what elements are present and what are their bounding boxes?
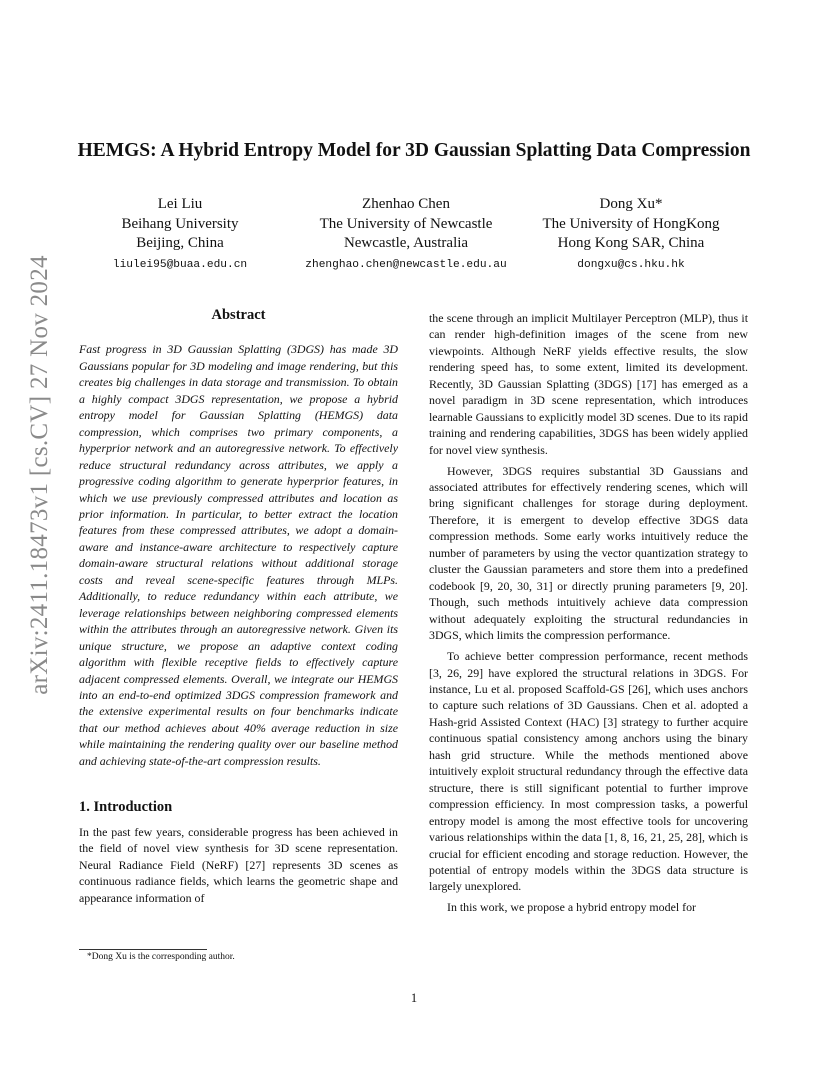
arxiv-id: arXiv:2411.18473v1 [cs.CV] 27 Nov 2024 xyxy=(26,255,53,695)
body-paragraph: To achieve better compression performance, recent methods [3, 26, 29] have explored the structural relations in 3DGS. For instance, Lu et al. proposed Scaffold-GS [26], which uses anchors to capture such relations of 3D Gaussians. Chen et al. adopted a Hash-grid Assisted Context (HAC) [3] strategy to further acquire continuous spatial consistency among anchors using the binary hash grid structure. While the methods mentioned above intuitively exploit structural redundancy through the effective data structure, there is still significant potential to further improve compression efficiency. In most compression tasks, a powerful entropy model is among the most effective tools for uncovering various relationships within the data [1, 8, 16, 21, 25, 28], which is crucial for efficient encoding and storage reduction. However, the potential of entropy models within the 3DGS data structure is largely unexplored. xyxy=(429,649,748,894)
body-paragraph: In this work, we propose a hybrid entropy model for xyxy=(447,900,696,915)
author-location: Hong Kong SAR, China xyxy=(557,235,705,251)
author-affiliation: The University of HongKong xyxy=(542,215,720,232)
page-number: 1 xyxy=(410,991,418,1005)
author-name: Dong Xu* xyxy=(599,196,663,212)
author-email: liulei95@buaa.edu.cn xyxy=(112,258,248,271)
author-name: Lei Liu xyxy=(157,196,203,212)
author-3 xyxy=(511,195,751,271)
introduction-heading: 1. Introduction xyxy=(79,799,173,816)
footnote: *Dong Xu is the corresponding author. xyxy=(87,952,235,962)
abstract-text: Fast progress in 3D Gaussian Splatting (3DGS) has made 3D Gaussians popular for 3D modeling and image rendering, but this creates big challenges in data storage and transmission. To obtain a highly compact 3DGS representation, we propose a hybrid entropy model for Gaussian Splatting (HEMGS) data compression, which comprises two primary components, a hyperprior network and an autoregressive network. To effectively reduce structural redundancy across attributes, we apply a progressive coding algorithm to generate hyperprior features, in which we use previously compressed attributes and location as prior information. In particular, to better extract the location features from these compressed attributes, we adopt a domain-aware and instance-aware architecture to respectively capture domain-aware structural relations without additional storage costs and reveal scene-specific features through MLPs. Additionally, to reduce redundancy within each attribute, we leverage relationships between neighboring compressed elements within the attributes through an autoregressive network. Given its unique structure, we propose an adaptive context coding algorithm with flexible receptive fields to effectively capture adjacent compressed elements. Overall, we integrate our HEMGS into an end-to-end optimized 3DGS compression framework and the extensive experimental results on four benchmarks indicate that our method achieves about 40% average reduction in size while maintaining the rendering quality over our baseline method and achieving state-of-the-art compression results. xyxy=(79,342,398,768)
author-name: Zhenhao Chen xyxy=(362,196,450,212)
author-email: dongxu@cs.hku.hk xyxy=(577,258,685,271)
body-paragraph: However, 3DGS requires substantial 3D Gaussians and associated attributes for effectively rendering scenes, which will bring significant challenges for storage during deployment. Therefore, it is emergent to develop effective 3DGS data compression methods. Some early works intuitively reduce the number of parameters by using the vector quantization strategy to cluster the Gaussian parameters and store them into a predefined codebook [9, 20, 30, 31] or directly pruning parameters [9, 20]. Though, such methods intuitively achieve data compression without adequately exploiting the structural redundancies in 3DGS, which limits the compression performance. xyxy=(429,463,748,643)
author-location: Beijing, China xyxy=(136,235,224,251)
author-location: Newcastle, Australia xyxy=(343,235,469,251)
author-affiliation: The University of Newcastle xyxy=(319,215,493,232)
intro-paragraph: In the past few years, considerable progress has been achieved in the field of novel view synthesis for 3D scene representation. Neural Radiance Field (NeRF) [27] represents 3D scenes as continuous radiance fields, which learns the geometric shape and appearance information of xyxy=(79,824,398,905)
author-2 xyxy=(272,195,540,271)
body-paragraph: the scene through an implicit Multilayer Perceptron (MLP), thus it can render high-definition images of the scene from new viewpoints. Although NeRF yields effective results, the slow rendering speed has, to some extent, limited its development. Recently, 3D Gaussian Splatting (3DGS) [17] has emerged as a novel paradigm in 3D scene representation, which introduces learnable Gaussians to explicitly model 3D scenes. Due to its rapid training and rendering capabilities, 3DGS has been widely applied for novel view synthesis. xyxy=(429,311,748,457)
left-column xyxy=(79,307,398,906)
footnote-rule xyxy=(79,949,207,950)
author-email: zhenghao.chen@newcastle.edu.au xyxy=(305,258,507,271)
paper-title: HEMGS: A Hybrid Entropy Model for 3D Gaussian Splatting Data Compression xyxy=(77,140,751,161)
abstract-heading: Abstract xyxy=(211,307,266,323)
author-affiliation: Beihang University xyxy=(121,215,239,232)
author-1 xyxy=(60,195,300,271)
author-block xyxy=(80,195,760,275)
arxiv-watermark xyxy=(18,255,62,695)
right-column xyxy=(429,310,748,916)
